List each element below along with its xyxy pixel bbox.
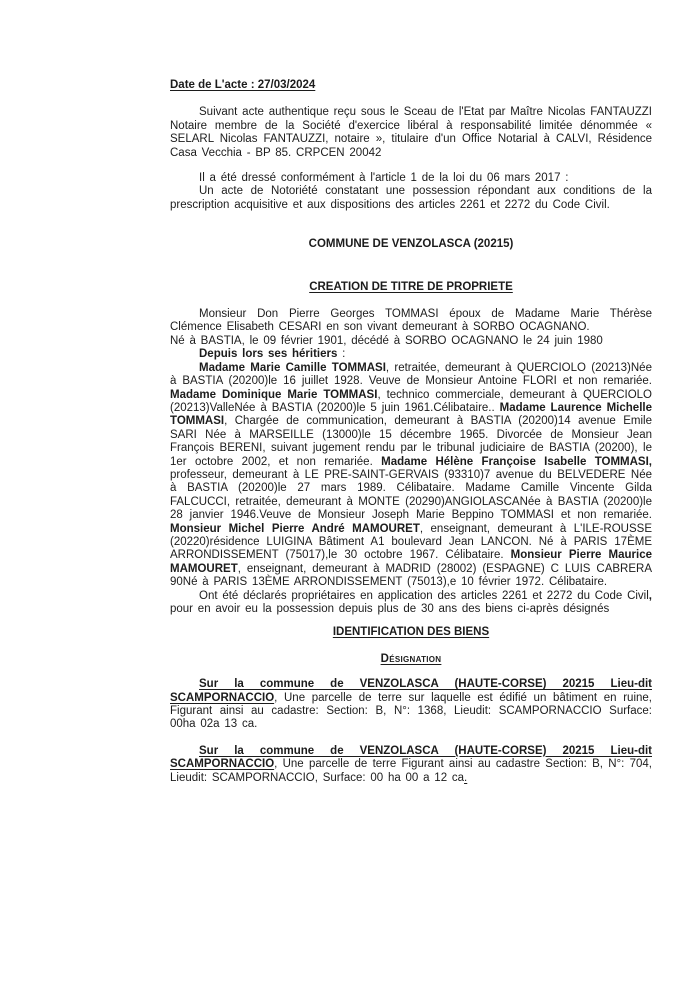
parcel1-details: , Une parcelle de terre sur laquelle est édifié un bâtiment en ruine, Figurant ainsi au cadastre: Section: B, N°: 1368, Lieudit: SCAMPORNACCIO Surface: 00ha 02a 13 ca. [170,691,652,731]
parcel2-title: Sur la commune de VENZOLASCA (HAUTE-CORSE) 20215 Lieu-dit SCAMPORNACCIO [170,744,652,771]
heirs-intro-tail: : [337,348,346,361]
heir-details: , technico commerciale, demeurant à QUERCIOLO (20213)ValleNée à BASTIA (20200)le 5 juin 1961.Célibataire.. [170,388,652,414]
identification-heading [170,626,652,639]
parcel2-paragraph [170,745,652,785]
heir-name: Madame Hélène Françoise Isabelle TOMMASI, [381,455,652,468]
dresse-line: Il a été dressé conformément à l'article 1 de la loi du 06 mars 2017 : [199,172,569,185]
heir-details: professeur, demeurant à LE PRE-SAINT-GERVAIS (93310)7 avenue du BELVEDERE Née à BASTIA (20200)le 27 mars 1989. Célibataire. Madame Camille Vincente Gilda FALCUCCI, retraitée, demeurant à MONTE (20290)ANGIOLASCANée à BASTIA (20200)le 28 janvier 1946.Veuve de Monsieur Joseph Marie Beppino TOMMASI et non remariée. [170,468,652,522]
declared-text: Ont été déclarés propriétaires en application des articles 2261 et 2272 du Code Civil [199,589,649,602]
birth-line: Né à BASTIA, le 09 février 1901, décédé à SORBO OCAGNANO le 24 juin 1980 [170,334,603,347]
creation-heading-text: CREATION DE TITRE DE PROPRIETE [309,280,513,293]
parcel2-final-period: . [464,771,468,784]
designation-heading [170,653,652,666]
declared-paragraph [170,590,652,617]
intro-paragraph: Suivant acte authentique reçu sous le Sceau de l'Etat par Maître Nicolas FANTAUZZI Notaire membre de la Société d'exercice libéral à responsabilité limitée dénommée « SELARL Nicolas FANTAUZZI, notaire », titulaire d'un Office Notarial à CALVI, Résidence Casa Vecchia - BP 85. CRPCEN 20042 [170,106,652,159]
heirs-paragraph [170,362,652,590]
creation-heading [170,281,652,294]
identification-heading-text: IDENTIFICATION DES BIENS [332,626,490,639]
parcel1-paragraph [170,678,652,732]
heir-name: Madame Laurence Michelle TOMMASI [170,401,652,428]
date-heading [170,79,652,92]
heir-name: Monsieur Pierre Maurice MAMOURET [170,549,652,575]
heir-details: , retraitée, demeurant à QUERCIOLO (20213)Née à BASTIA (20200)le 16 juillet 1928. Veuve de Monsieur Antoine FLORI et non remariée. [170,361,652,388]
date-heading-text: Date de L'acte : 27/03/2024 [170,79,316,91]
heir-name: Madame Marie Camille TOMMASI [199,361,386,374]
heirs-intro-bold: Depuis lors ses héritiers [199,348,338,361]
commune-heading: COMMUNE DE VENZOLASCA (20215) [308,238,514,251]
deceased-paragraph: Monsieur Don Pierre Georges TOMMASI époux de Madame Marie Thérèse Clémence Elisabeth CESARI en son vivant demeurant à SORBO OCAGNANO. [170,308,652,334]
heir-details: , enseignant, demeurant à MADRID (28002) (ESPAGNE) C LUIS CABRERA 90Né à PARIS 13ÈME ARRONDISSEMENT (75013),e 10 février 1972. Célibataire. [170,562,652,589]
declared-bold-comma: , [648,589,652,602]
parcel1-title: Sur la commune de VENZOLASCA (HAUTE-CORSE) 20215 Lieu-dit SCAMPORNACCIO [170,678,652,704]
heir-name: Monsieur Michel Pierre André MAMOURET [170,522,420,535]
designation-heading-text: Désignation [380,652,442,665]
heir-details: , enseignant, demeurant à L'ILE-ROUSSE (20220)résidence LUIGINA Bâtiment A1 boulevard Jean LANCON. Né à PARIS 17ÈME ARRONDISSEMENT (75017),le 30 octobre 1967. Célibataire. [170,522,653,562]
heirs-intro-line [170,348,652,361]
heir-details: , Chargée de communication, demeurant à BASTIA (20200)14 avenue Emile SARI Née à MARSEILLE (13000)le 15 décembre 1965. Divorcée de Monsieur Jean François BERENI, suivant jugement rendu par le tribunal judiciaire de BASTIA (20200), le 1er octobre 2002, et non remariée. [170,415,652,468]
declared-text: pour en avoir eu la possession depuis plus de 30 ans des biens ci-après désignés [170,603,610,615]
acte-notoriete-paragraph: Un acte de Notoriété constatant une possession répondant aux conditions de la prescription acquisitive et aux dispositions des articles 2261 et 2272 du Code Civil. [170,185,652,211]
heir-name: Madame Dominique Marie TOMMASI [170,388,378,401]
parcel2-details: , Une parcelle de terre Figurant ainsi au cadastre Section: B, N°: 704, Lieudit: SCAMPORNACCIO, Surface: 00 ha 00 a 12 ca [170,758,652,784]
